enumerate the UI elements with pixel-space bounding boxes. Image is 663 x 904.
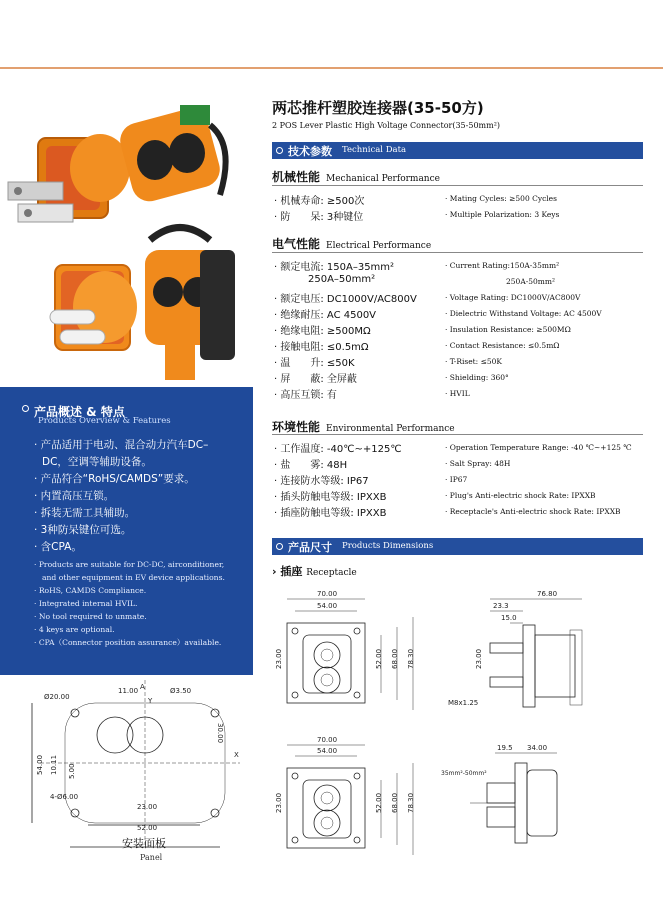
top-side-view: [448, 590, 582, 707]
label-y: Y: [148, 697, 153, 705]
dim-15: 15.0: [501, 614, 517, 622]
environmental-item: · 工作温度: -40℃~+125℃: [274, 444, 402, 455]
environmental-item-en: · Operation Temperature Range: -40 ℃~+125 ℃: [445, 443, 632, 452]
dim-23-3: 23.3: [493, 602, 509, 610]
dim-30: 30.00: [216, 723, 224, 744]
receptacle-heading: › 插座 Receptacle: [272, 565, 357, 578]
overview-item-en: · Products are suitable for DC-DC, airconditioner,: [34, 560, 225, 569]
electrical-item-en: 250A-50mm²: [506, 277, 556, 286]
dim-5: 5.00: [68, 763, 76, 779]
overview-item-en: · 4 keys are optional.: [34, 625, 115, 634]
overview-item-en: and other equipment in EV device applications.: [42, 573, 225, 582]
dim-23: 23.00: [275, 792, 283, 813]
overview-heading-en: Products Overview & Features: [38, 416, 171, 426]
label-x: X: [234, 751, 239, 759]
overview-item-en: · No tool required to unmate.: [34, 612, 147, 621]
electrical-item-en: · Contact Resistance: ≤0.5mΩ: [445, 341, 560, 350]
dim-10-11: 10.11: [50, 754, 58, 775]
electrical-item-en: · Shielding: 360°: [445, 373, 509, 382]
panel-hole: [97, 717, 133, 753]
dim-11: 11.00: [118, 687, 139, 695]
electrical-item-en: · Insulation Resistance: ≥500MΩ: [445, 325, 571, 334]
dim-54: 54.00: [36, 754, 44, 775]
dim-34: 34.00: [527, 744, 548, 752]
overview-list-zh: [34, 437, 249, 556]
dim-52: 52.00: [375, 792, 383, 813]
dim-52: 52.00: [375, 648, 383, 669]
rule: [272, 185, 643, 186]
overview-item: · 产品适用于电动、混合动力汽车DC–: [34, 439, 209, 451]
environmental-item-en: · IP67: [445, 475, 468, 484]
electrical-item-en: · HVIL: [445, 389, 470, 398]
dim-cable: 35mm²-50mm²: [441, 770, 487, 777]
electrical-item: · 高压互锁: 有: [274, 390, 337, 401]
mechanical-heading: 机械性能 Mechanical Performance: [272, 170, 440, 184]
dim-23: 23.00: [475, 648, 483, 669]
rule: [272, 434, 643, 435]
overview-item: · 产品符合“RoHS/CAMDS”要求。: [34, 473, 195, 485]
electrical-item: · 绝缘耐压: AC 4500V: [274, 310, 377, 321]
environmental-item: · 插头防触电等级: IPXXB: [274, 492, 387, 503]
overview-item-en: · RoHS, CAMDS Compliance.: [34, 586, 147, 595]
electrical-item: · 屏 蔽: 全屏蔽: [274, 374, 357, 385]
dim-70: 70.00: [317, 736, 338, 744]
dim-78-3: 78.30: [407, 648, 415, 669]
page-subtitle: 2 POS Lever Plastic High Voltage Connector(35-50mm²): [272, 121, 501, 130]
electrical-item-en: · Dielectric Withstand Voltage: AC 4500V: [445, 309, 602, 318]
dim-23: 23.00: [275, 648, 283, 669]
overview-panel: [0, 387, 253, 675]
dim-68: 68.00: [391, 648, 399, 669]
dim-holes: 4-Ø6.00: [50, 793, 79, 801]
rule: [272, 252, 643, 253]
mechanical-item-en: · Multiple Polarization: 3 Keys: [445, 210, 560, 219]
electrical-item-en: · Voltage Rating: DC1000V/AC800V: [445, 293, 581, 302]
electrical-item-en: · Current Rating:150A-35mm²: [445, 261, 560, 270]
dim-54: 54.00: [317, 602, 338, 610]
dim-78-3: 78.30: [407, 792, 415, 813]
mechanical-item-en: · Mating Cycles: ≥500 Cycles: [445, 194, 557, 203]
overview-item: · 拆装无需工具辅助。: [34, 507, 136, 519]
overview-list-en: [34, 558, 249, 649]
top-divider-line: [0, 67, 663, 69]
dim-70: 70.00: [317, 590, 338, 598]
electrical-item: · 温 升: ≤50K: [274, 358, 355, 369]
dim-52: 52.00: [137, 824, 158, 832]
electrical-item: · 额定电压: DC1000V/AC800V: [274, 294, 417, 305]
dimension-drawings: [265, 585, 655, 900]
dim-54: 54.00: [317, 747, 338, 755]
dim-thread: M8x1.25: [448, 699, 479, 707]
electrical-item: · 绝缘电阻: ≥500MΩ: [274, 326, 371, 337]
environmental-heading: 环境性能 Environmental Performance: [272, 420, 455, 434]
panel-drawing: [0, 675, 253, 900]
dim-3-5: Ø3.50: [170, 687, 192, 695]
electrical-item: · 额定电流: 150A–35mm²: [274, 262, 395, 273]
dimensions-bar: 产品尺寸 Products Dimensions: [272, 538, 643, 555]
overview-item: DC，空调等辅助设备。: [42, 456, 152, 468]
product-photo: [0, 90, 253, 387]
overview-item-en: · Integrated internal HVIL.: [34, 599, 138, 608]
bottom-side-view: [441, 744, 557, 843]
overview-item: · 含CPA。: [34, 541, 82, 553]
dim-68: 68.00: [391, 792, 399, 813]
environmental-item: · 插座防触电等级: IPXXB: [274, 508, 387, 519]
bullet-icon: [276, 147, 283, 154]
environmental-item-en: · Plug's Anti-electric shock Rate: IPXXB: [445, 491, 596, 500]
mechanical-item: · 机械寿命: ≥500次: [274, 196, 365, 207]
bullet-icon: [22, 405, 29, 412]
environmental-item-en: · Salt Spray: 48H: [445, 459, 511, 468]
bottom-front-view: [275, 736, 415, 855]
bullet-icon: [276, 543, 283, 550]
panel-caption: 安装面板: [122, 837, 166, 850]
overview-item-en: · CPA（Connector position assurance）available.: [34, 638, 222, 647]
panel-caption-en: Panel: [140, 853, 163, 862]
electrical-item: · 接触电阻: ≤0.5mΩ: [274, 342, 369, 353]
environmental-item: · 连接防水等级: IP67: [274, 476, 369, 487]
label-a: A: [140, 683, 145, 691]
overview-item: · 内置高压互锁。: [34, 490, 115, 502]
dim-23: 23.00: [137, 803, 158, 811]
overview-heading: 产品概述 & 特点: [34, 405, 125, 419]
chevron-right-icon: ›: [272, 565, 277, 578]
overview-item: · 3种防呆键位可选。: [34, 524, 132, 536]
electrical-heading: 电气性能 Electrical Performance: [272, 237, 432, 251]
top-front-view: [275, 590, 415, 710]
environmental-item-en: · Receptacle's Anti-electric shock Rate: IPXXB: [445, 507, 621, 516]
electrical-item: 250A–50mm²: [308, 274, 376, 285]
technical-data-bar: 技术参数 Technical Data: [272, 142, 643, 159]
mechanical-item: · 防 呆: 3种键位: [274, 212, 364, 223]
dim-20: Ø20.00: [44, 693, 70, 701]
page-title: 两芯推杆塑胶连接器(35-50方): [272, 99, 484, 117]
environmental-item: · 盐 雾: 48H: [274, 460, 348, 471]
dim-19-5: 19.5: [497, 744, 513, 752]
dim-76-8: 76.80: [537, 590, 558, 598]
connector-illustration: [0, 90, 253, 387]
electrical-item-en: · T-Riset: ≤50K: [445, 357, 503, 366]
